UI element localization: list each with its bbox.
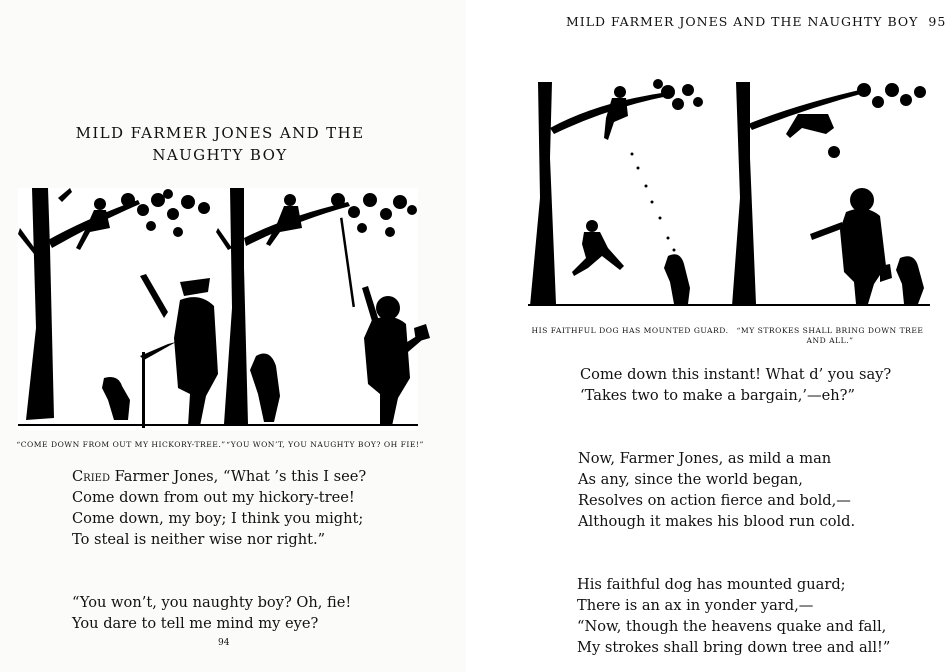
- silhouette-illustration: [18, 188, 418, 430]
- illustration-caption-1: HIS FAITHFUL DOG HAS MOUNTED GUARD.: [531, 326, 729, 335]
- page-number: 95: [928, 14, 946, 29]
- illustration-caption-2: “YOU WON’T, YOU NAUGHTY BOY? OH FIE!”: [226, 440, 424, 449]
- verse-line: His faithful dog has mounted guard;: [577, 576, 846, 593]
- chapter-title: MILD FARMER JONES AND THE NAUGHTY BOY: [75, 124, 365, 164]
- silhouette-illustration: [528, 78, 930, 320]
- stanza-1: [580, 364, 891, 406]
- verse-line: Resolves on action fierce and bold,—: [578, 492, 851, 509]
- verse-line: Come down, my boy; I think you might;: [72, 510, 364, 527]
- running-head-title: MILD FARMER JONES AND THE NAUGHTY BOY: [566, 14, 919, 29]
- stanza-2: [72, 592, 351, 634]
- stanza-1: [72, 466, 366, 550]
- foliage-left: [121, 189, 210, 237]
- verse-line: Come down this instant! What d’ you say?: [580, 366, 892, 383]
- drop-word: Cried: [72, 468, 110, 485]
- running-head: [566, 14, 946, 29]
- illustration-dog-and-ax: [528, 78, 930, 320]
- foliage-right: [857, 83, 926, 108]
- stanza-3: [577, 574, 890, 658]
- verse-line: As any, since the world began,: [578, 471, 803, 488]
- right-page: [466, 0, 946, 672]
- verse-line: Although it makes his blood run cold.: [578, 513, 856, 530]
- verse-line: My strokes shall bring down tree and all!”: [577, 639, 891, 656]
- verse-line: You dare to tell me mind my eye?: [72, 615, 319, 632]
- illustration-farmer-and-boy: [18, 188, 418, 430]
- illustration-caption-1: “COME DOWN FROM OUT MY HICKORY-TREE.”: [16, 440, 226, 449]
- left-page: [0, 0, 466, 672]
- verse-line: Now, Farmer Jones, as mild a man: [578, 450, 832, 467]
- verse-line: “Now, though the heavens quake and fall,: [577, 618, 887, 635]
- verse-line: There is an ax in yonder yard,—: [577, 597, 814, 614]
- verse-line: “You won’t, you naughty boy? Oh, fie!: [72, 594, 352, 611]
- verse-line: To steal is neither wise nor right.”: [72, 531, 326, 548]
- verse-line: Cried Farmer Jones, “What ’s this I see?: [72, 468, 367, 485]
- illustration-caption-2: “MY STROKES SHALL BRING DOWN TREE AND ALL.”: [736, 326, 924, 345]
- verse-line: ‘Takes two to make a bargain,’—eh?”: [580, 387, 855, 404]
- stanza-2: [578, 448, 855, 532]
- verse-line: Come down from out my hickory-tree!: [72, 489, 355, 506]
- page-number: 94: [218, 638, 230, 648]
